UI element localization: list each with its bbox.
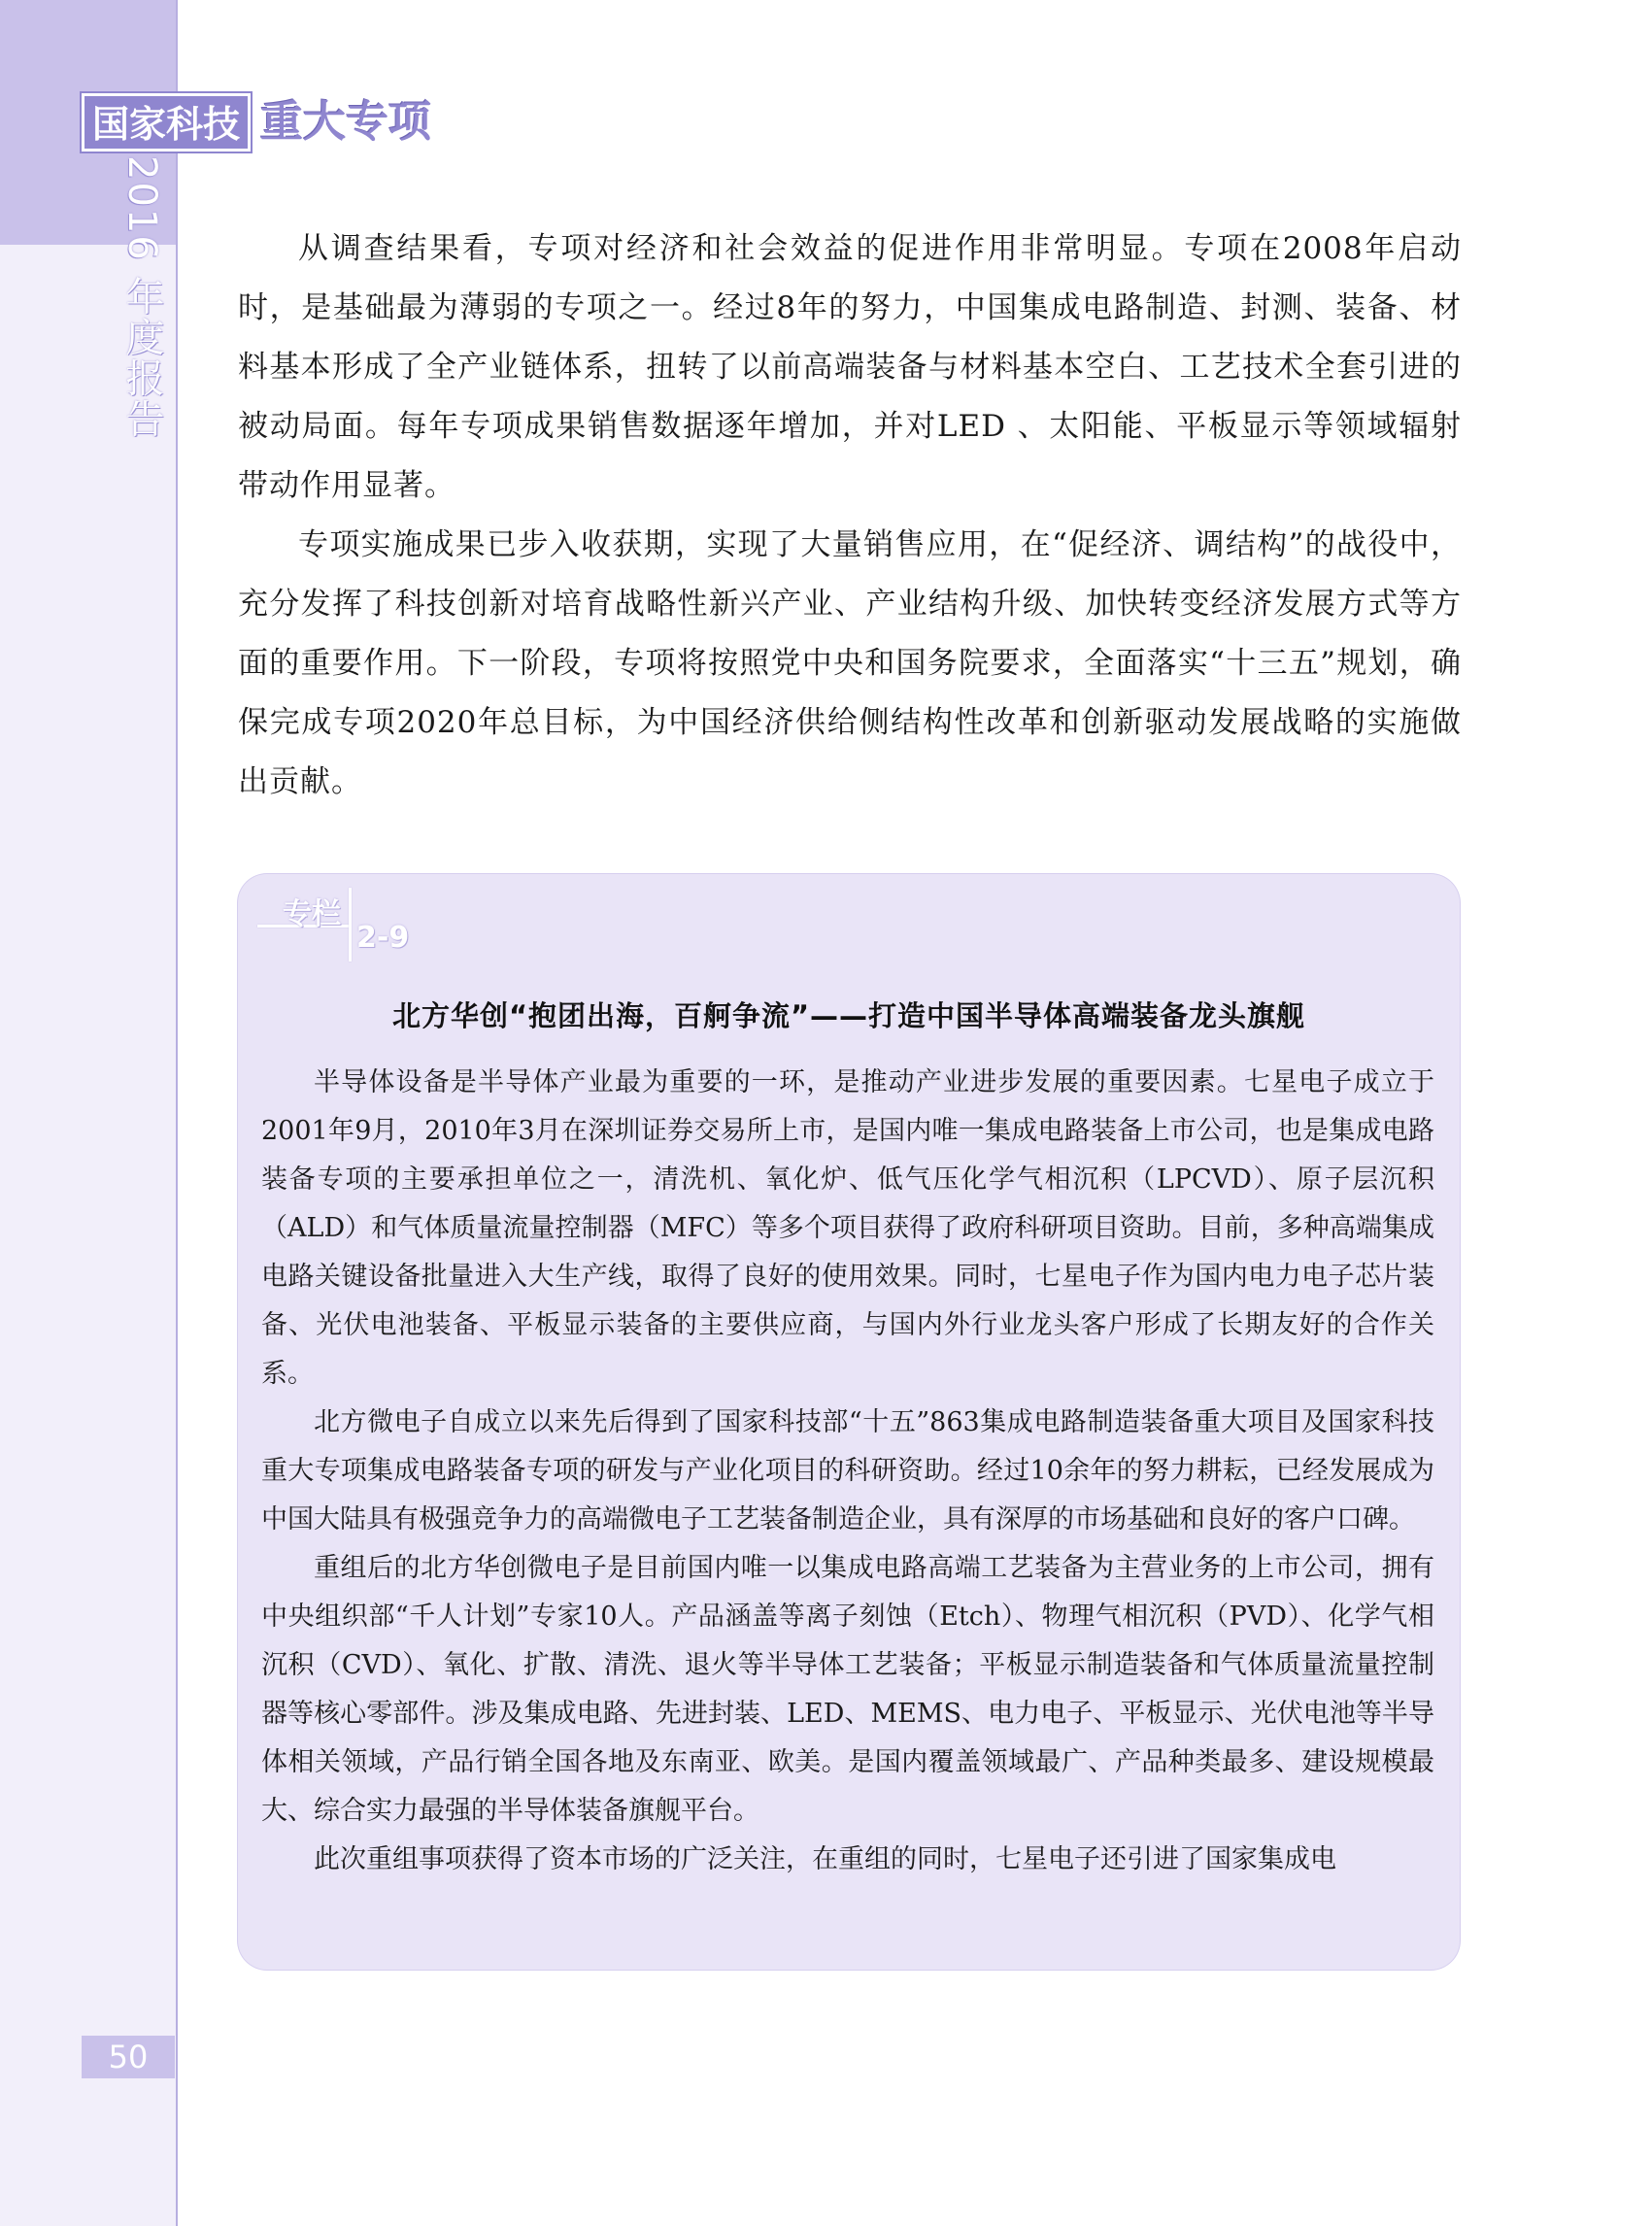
column-body — [261, 1059, 1434, 1884]
vertical-year-label: 2016 年度报告 — [119, 155, 164, 440]
column-paragraph-3: 重组后的北方华创微电子是目前国内唯一以集成电路高端工艺装备为主营业务的上市公司，拥有中央组织部“千人计划”专家10人。产品涵盖等离子刻蚀（Etch）、物理气相沉积（PVD）、化学气相沉积（CVD）、氧化、扩散、清洗、退火等半导体工艺装备；平板显示制造装备和气体质量流量控制器等核心零部件。涉及集成电路、先进封装、LED、MEMS、电力电子、平板显示、光伏电池等半导体相关领域，产品行销全国各地及东南亚、欧美。是国内覆盖领域最广、产品种类最多、建设规模最大、综合实力最强的半导体装备旗舰平台。 — [261, 1553, 1434, 1826]
main-paragraph-1: 从调查结果看，专项对经济和社会效益的促进作用非常明显。专项在2008年启动时，是基础最为薄弱的专项之一。经过8年的努力，中国集成电路制造、封测、装备、材料基本形成了全产业链体系，扭转了以前高端装备与材料基本空白、工艺技术全套引进的被动局面。每年专项成果销售数据逐年增加，并对LED 、太阳能、平板显示等领域辐射带动作用显著。 — [238, 231, 1462, 503]
running-header — [82, 93, 431, 152]
main-text — [238, 219, 1462, 812]
side-divider-line — [176, 0, 178, 2226]
header-series-left: 国家科技 — [82, 93, 251, 152]
column-title: 北方华创“抱团出海，百舸争流”——打造中国半导体高端装备龙头旗舰 — [391, 999, 1306, 1032]
main-paragraph-2: 专项实施成果已步入收获期，实现了大量销售应用，在“促经济、调结构”的战役中，充分发挥了科技创新对培育战略性新兴产业、产业结构升级、加快转变经济发展方式等方面的重要作用。下一阶段，专项将按照党中央和国务院要求，全面落实“十三五”规划，确保完成专项2020年总目标，为中国经济供给侧结构性改革和创新驱动发展战略的实施做出贡献。 — [238, 527, 1462, 799]
column-paragraph-2: 北方微电子自成立以来先后得到了国家科技部“十五”863集成电路制造装备重大项目及国家科技重大专项集成电路装备专项的研发与产业化项目的科研资助。经过10余年的努力耕耘，已经发展成为中国大陆具有极强竞争力的高端微电子工艺装备制造企业，具有深厚的市场基础和良好的客户口碑。 — [261, 1407, 1434, 1535]
column-number: 2-9 — [356, 921, 410, 955]
column-paragraph-4: 此次重组事项获得了资本市场的广泛关注，在重组的同时，七星电子还引进了国家集成电 — [314, 1844, 1336, 1874]
column-label-vline — [349, 888, 352, 961]
header-series-right: 重大专项 — [260, 97, 432, 147]
column-box — [238, 874, 1460, 1970]
column-paragraph-1: 半导体设备是半导体产业最为重要的一环，是推动产业进步发展的重要因素。七星电子成立于2001年9月，2010年3月在深圳证券交易所上市，是国内唯一集成电路装备上市公司，也是集成电路装备专项的主要承担单位之一，清洗机、氧化炉、低气压化学气相沉积（LPCVD）、原子层沉积（ALD）和气体质量流量控制器（MFC）等多个项目获得了政府科研项目资助。目前，多种高端集成电路关键设备批量进入大生产线，取得了良好的使用效果。同时，七星电子作为国内电力电子芯片装备、光伏电池装备、平板显示装备的主要供应商，与国内外行业龙头客户形成了长期友好的合作关系。 — [261, 1067, 1434, 1389]
column-label: 专栏 — [283, 897, 341, 931]
page-number: 50 — [82, 2036, 175, 2078]
